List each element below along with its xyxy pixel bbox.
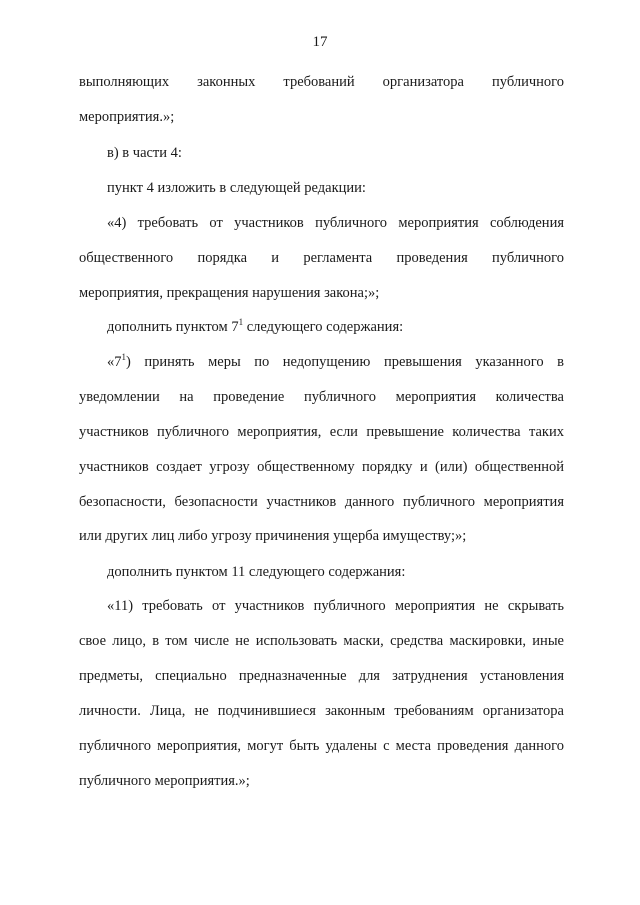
justified-row xyxy=(107,352,564,372)
superscript: 1 xyxy=(238,317,244,327)
text-line: «4) требовать от участников публичного мероприятия соблюдения xyxy=(107,215,564,231)
text-line xyxy=(107,352,564,372)
text-line: участников публичного мероприятия, если превышение количества таких xyxy=(79,424,564,440)
text-line: дополнить пунктом 11 следующего содержания: xyxy=(107,564,406,580)
text-line: участников создает угрозу общественному порядку и (или) общественной xyxy=(79,459,564,475)
text-line: мероприятия, прекращения нарушения закона;»; xyxy=(79,285,380,301)
page-number: 17 xyxy=(312,34,328,50)
text-line: публичного мероприятия, могут быть удалены с места проведения данного xyxy=(79,738,564,754)
text-fragment: «7 xyxy=(107,354,122,370)
text-line xyxy=(107,317,564,337)
text-fragment xyxy=(107,352,126,372)
text-line: или других лиц либо угрозу причинения ущерба имуществу;»; xyxy=(79,528,467,544)
text-line: безопасности, безопасности участников данного публичного мероприятия xyxy=(79,494,564,510)
superscript: 1 xyxy=(121,352,126,362)
text-line: личности. Лица, не подчинившиеся законным требованиям организатора xyxy=(79,703,564,719)
text-line: в) в части 4: xyxy=(107,145,182,161)
text-line: пункт 4 изложить в следующей редакции: xyxy=(107,180,366,196)
text-line: публичного мероприятия.»; xyxy=(79,773,250,789)
text-line: «11) требовать от участников публичного мероприятия не скрывать xyxy=(107,598,564,614)
text-line: уведомлении на проведение публичного мероприятия количества xyxy=(79,389,564,405)
text-fragment: ) принять меры по недопущению превышения указанного в xyxy=(126,354,564,370)
text-line: предметы, специально предназначенные для затруднения установления xyxy=(79,668,564,684)
text-fragment: дополнить пунктом 7 xyxy=(107,319,239,335)
text-fragment: следующего содержания: xyxy=(243,319,404,335)
text-line: свое лицо, в том числе не использовать маски, средства маскировки, иные xyxy=(79,633,564,649)
text-line: мероприятия.»; xyxy=(79,109,175,125)
text-line: выполняющих законных требований организатора публичного xyxy=(79,74,564,90)
text-line: общественного порядка и регламента проведения публичного xyxy=(79,250,564,266)
